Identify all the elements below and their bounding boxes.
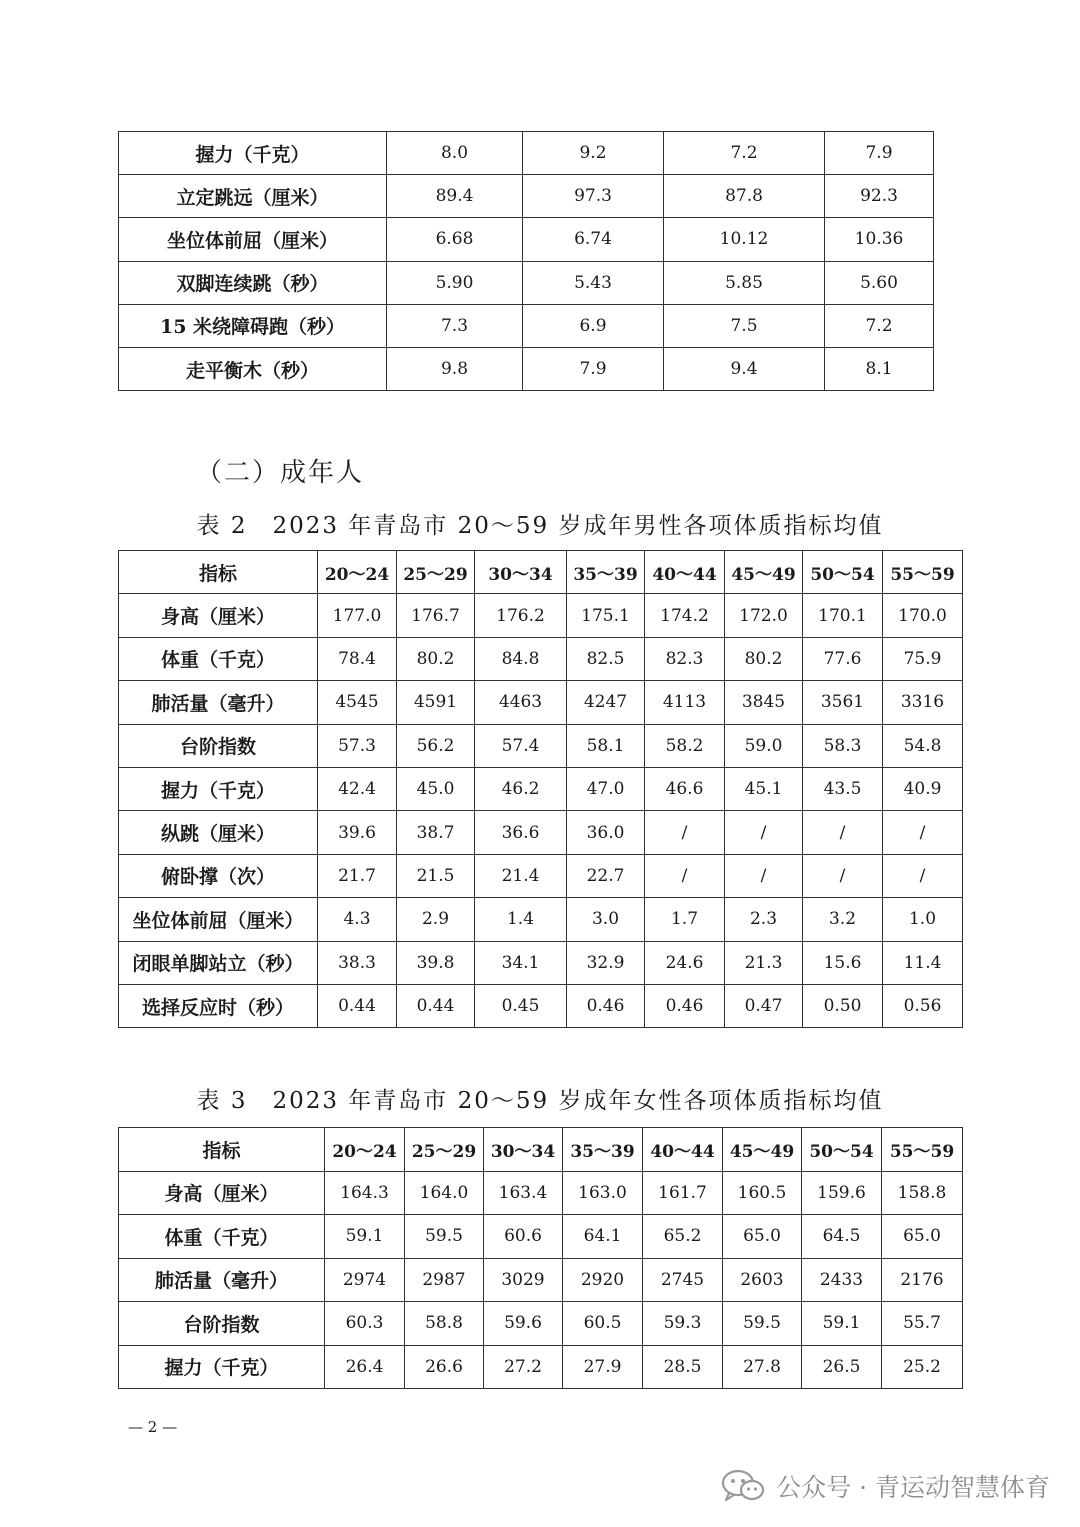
cell-value: 77.6: [803, 637, 883, 680]
cell-value: 6.74: [523, 218, 664, 261]
table-row: [119, 984, 963, 1027]
cell-value: 59.5: [723, 1302, 802, 1346]
cell-value: 27.8: [723, 1345, 802, 1389]
table-row: [119, 175, 934, 218]
cell-value: 0.44: [397, 984, 475, 1027]
cell-value: 2433: [802, 1258, 882, 1302]
cell-value: 161.7: [643, 1171, 723, 1215]
row-label: 肺活量（毫升）: [119, 681, 318, 724]
cell-value: 58.3: [803, 724, 883, 767]
cell-value: /: [883, 854, 963, 897]
row-label: 体重（千克）: [119, 1215, 325, 1259]
row-label: 坐位体前屈（厘米）: [119, 218, 387, 261]
cell-value: 27.9: [563, 1345, 643, 1389]
row-label: 握力（千克）: [119, 767, 318, 810]
header-age-group: 20～24: [318, 551, 397, 594]
cell-value: 8.0: [387, 132, 523, 175]
section-title: （二）成年人: [196, 458, 365, 488]
table3-header: [119, 1128, 963, 1172]
table-row: [119, 854, 963, 897]
header-age-group: 40～44: [645, 551, 725, 594]
table2-body: [119, 594, 963, 1028]
cell-value: 46.6: [645, 767, 725, 810]
cell-value: 47.0: [567, 767, 645, 810]
cell-value: 32.9: [567, 941, 645, 984]
table-row: [119, 1215, 963, 1259]
header-age-group: 45～49: [723, 1128, 802, 1172]
header-age-group: 35～39: [563, 1128, 643, 1172]
table-row: [119, 261, 934, 304]
cell-value: 2176: [882, 1258, 963, 1302]
table-row: [119, 898, 963, 941]
cell-value: 2920: [563, 1258, 643, 1302]
row-label: 身高（厘米）: [119, 594, 318, 637]
cell-value: 172.0: [725, 594, 803, 637]
cell-value: 10.12: [664, 218, 825, 261]
cell-value: 59.3: [643, 1302, 723, 1346]
row-label: 握力（千克）: [119, 1345, 325, 1389]
row-label: 选择反应时（秒）: [119, 984, 318, 1027]
header-age-group: 30～34: [475, 551, 567, 594]
table-row: [119, 941, 963, 984]
cell-value: 164.3: [325, 1171, 405, 1215]
cell-value: 159.6: [802, 1171, 882, 1215]
cell-value: 57.4: [475, 724, 567, 767]
cell-value: 65.0: [723, 1215, 802, 1259]
cell-value: 2745: [643, 1258, 723, 1302]
cell-value: 176.2: [475, 594, 567, 637]
cell-value: 39.8: [397, 941, 475, 984]
cell-value: 82.5: [567, 637, 645, 680]
cell-value: /: [725, 854, 803, 897]
cell-value: 5.90: [387, 261, 523, 304]
header-age-group: 50～54: [802, 1128, 882, 1172]
cell-value: 2987: [405, 1258, 484, 1302]
table-row: [119, 1302, 963, 1346]
row-label: 走平衡木（秒）: [119, 347, 387, 390]
header-age-group: 20～24: [325, 1128, 405, 1172]
row-label: 立定跳远（厘米）: [119, 175, 387, 218]
cell-value: 26.5: [802, 1345, 882, 1389]
wechat-logo-icon: [720, 1468, 766, 1504]
cell-value: 4113: [645, 681, 725, 724]
cell-value: 25.2: [882, 1345, 963, 1389]
cell-value: 6.68: [387, 218, 523, 261]
cell-value: 163.4: [484, 1171, 563, 1215]
cell-value: 11.4: [883, 941, 963, 984]
cell-value: /: [645, 811, 725, 854]
cell-value: 45.1: [725, 767, 803, 810]
cell-value: 36.0: [567, 811, 645, 854]
cell-value: 3.2: [803, 898, 883, 941]
cell-value: 59.5: [405, 1215, 484, 1259]
cell-value: 174.2: [645, 594, 725, 637]
cell-value: /: [803, 811, 883, 854]
cell-value: 8.1: [825, 347, 934, 390]
cell-value: 4591: [397, 681, 475, 724]
row-label: 台阶指数: [119, 1302, 325, 1346]
cell-value: 2603: [723, 1258, 802, 1302]
cell-value: 64.1: [563, 1215, 643, 1259]
cell-value: 164.0: [405, 1171, 484, 1215]
cell-value: 97.3: [523, 175, 664, 218]
cell-value: 21.5: [397, 854, 475, 897]
table-row: [119, 637, 963, 680]
row-label: 纵跳（厘米）: [119, 811, 318, 854]
cell-value: 60.6: [484, 1215, 563, 1259]
header-age-group: 40～44: [643, 1128, 723, 1172]
cell-value: 175.1: [567, 594, 645, 637]
cell-value: 59.1: [325, 1215, 405, 1259]
cell-value: 7.2: [664, 132, 825, 175]
row-label: 15 米绕障碍跑（秒）: [119, 304, 387, 347]
cell-value: 58.2: [645, 724, 725, 767]
cell-value: 3029: [484, 1258, 563, 1302]
table-row: [119, 681, 963, 724]
cell-value: 9.8: [387, 347, 523, 390]
cell-value: 46.2: [475, 767, 567, 810]
header-age-group: 30～34: [484, 1128, 563, 1172]
watermark: [720, 1468, 1050, 1504]
table-row: [119, 347, 934, 390]
cell-value: 4463: [475, 681, 567, 724]
cell-value: 40.9: [883, 767, 963, 810]
cell-value: 176.7: [397, 594, 475, 637]
table-row: [119, 594, 963, 637]
cell-value: 21.3: [725, 941, 803, 984]
table3-female-indicators: [118, 1127, 963, 1389]
cell-value: 0.47: [725, 984, 803, 1027]
cell-value: 0.56: [883, 984, 963, 1027]
cell-value: 27.2: [484, 1345, 563, 1389]
cell-value: 5.43: [523, 261, 664, 304]
cell-value: 21.4: [475, 854, 567, 897]
cell-value: 55.7: [882, 1302, 963, 1346]
cell-value: 5.85: [664, 261, 825, 304]
cell-value: 36.6: [475, 811, 567, 854]
cell-value: 3561: [803, 681, 883, 724]
row-label: 肺活量（毫升）: [119, 1258, 325, 1302]
table-row: [119, 724, 963, 767]
cell-value: 59.0: [725, 724, 803, 767]
row-label: 台阶指数: [119, 724, 318, 767]
page-number: — 2 —: [128, 1418, 178, 1436]
header-indicator: 指标: [119, 551, 318, 594]
table2-male-indicators: [118, 550, 963, 1028]
cell-value: 21.7: [318, 854, 397, 897]
cell-value: 78.4: [318, 637, 397, 680]
row-label: 坐位体前屈（厘米）: [119, 898, 318, 941]
cell-value: 38.7: [397, 811, 475, 854]
table-row: [119, 1171, 963, 1215]
cell-value: 7.9: [825, 132, 934, 175]
cell-value: 5.60: [825, 261, 934, 304]
cell-value: 0.46: [567, 984, 645, 1027]
cell-value: 39.6: [318, 811, 397, 854]
cell-value: 42.4: [318, 767, 397, 810]
cell-value: 80.2: [725, 637, 803, 680]
header-indicator: 指标: [119, 1128, 325, 1172]
cell-value: 1.0: [883, 898, 963, 941]
table-row: [119, 767, 963, 810]
cell-value: 92.3: [825, 175, 934, 218]
cell-value: 59.1: [802, 1302, 882, 1346]
row-label: 双脚连续跳（秒）: [119, 261, 387, 304]
cell-value: 6.9: [523, 304, 664, 347]
table1-children-indicators: [118, 131, 934, 391]
cell-value: 65.2: [643, 1215, 723, 1259]
cell-value: 54.8: [883, 724, 963, 767]
row-label: 身高（厘米）: [119, 1171, 325, 1215]
cell-value: 60.5: [563, 1302, 643, 1346]
cell-value: 80.2: [397, 637, 475, 680]
header-age-group: 55～59: [883, 551, 963, 594]
header-age-group: 25～29: [405, 1128, 484, 1172]
cell-value: 59.6: [484, 1302, 563, 1346]
header-age-group: 25～29: [397, 551, 475, 594]
table-row: [119, 811, 963, 854]
header-age-group: 45～49: [725, 551, 803, 594]
cell-value: 2.9: [397, 898, 475, 941]
cell-value: 9.4: [664, 347, 825, 390]
cell-value: 10.36: [825, 218, 934, 261]
cell-value: 0.46: [645, 984, 725, 1027]
table-header-row: [119, 551, 963, 594]
cell-value: 43.5: [803, 767, 883, 810]
cell-value: 84.8: [475, 637, 567, 680]
cell-value: 87.8: [664, 175, 825, 218]
cell-value: 64.5: [802, 1215, 882, 1259]
cell-value: /: [803, 854, 883, 897]
cell-value: 170.0: [883, 594, 963, 637]
header-age-group: 50～54: [803, 551, 883, 594]
header-age-group: 55～59: [882, 1128, 963, 1172]
table1-body: [119, 132, 934, 391]
cell-value: 2.3: [725, 898, 803, 941]
cell-value: 28.5: [643, 1345, 723, 1389]
cell-value: 26.4: [325, 1345, 405, 1389]
table2-header: [119, 551, 963, 594]
cell-value: 7.3: [387, 304, 523, 347]
table-row: [119, 1345, 963, 1389]
table-row: [119, 304, 934, 347]
cell-value: 163.0: [563, 1171, 643, 1215]
cell-value: /: [645, 854, 725, 897]
cell-value: 0.50: [803, 984, 883, 1027]
table-row: [119, 132, 934, 175]
table-row: [119, 1258, 963, 1302]
cell-value: 65.0: [882, 1215, 963, 1259]
row-label: 握力（千克）: [119, 132, 387, 175]
cell-value: 170.1: [803, 594, 883, 637]
cell-value: 1.4: [475, 898, 567, 941]
table-row: [119, 218, 934, 261]
row-label: 体重（千克）: [119, 637, 318, 680]
cell-value: 3845: [725, 681, 803, 724]
row-label: 闭眼单脚站立（秒）: [119, 941, 318, 984]
cell-value: 34.1: [475, 941, 567, 984]
cell-value: 2974: [325, 1258, 405, 1302]
table3-caption: 表 3 2023 年青岛市 20～59 岁成年女性各项体质指标均值: [196, 1088, 884, 1114]
cell-value: 4.3: [318, 898, 397, 941]
cell-value: 26.6: [405, 1345, 484, 1389]
row-label: 俯卧撑（次）: [119, 854, 318, 897]
cell-value: 4545: [318, 681, 397, 724]
cell-value: 7.2: [825, 304, 934, 347]
cell-value: 58.8: [405, 1302, 484, 1346]
cell-value: 3.0: [567, 898, 645, 941]
cell-value: 58.1: [567, 724, 645, 767]
watermark-text: 公众号 · 青运动智慧体育: [776, 1473, 1050, 1502]
cell-value: 45.0: [397, 767, 475, 810]
cell-value: 3316: [883, 681, 963, 724]
cell-value: 158.8: [882, 1171, 963, 1215]
cell-value: 7.5: [664, 304, 825, 347]
table2-caption: 表 2 2023 年青岛市 20～59 岁成年男性各项体质指标均值: [196, 513, 884, 539]
cell-value: /: [725, 811, 803, 854]
cell-value: 22.7: [567, 854, 645, 897]
cell-value: 57.3: [318, 724, 397, 767]
cell-value: 75.9: [883, 637, 963, 680]
cell-value: /: [883, 811, 963, 854]
cell-value: 4247: [567, 681, 645, 724]
cell-value: 1.7: [645, 898, 725, 941]
cell-value: 60.3: [325, 1302, 405, 1346]
cell-value: 0.44: [318, 984, 397, 1027]
cell-value: 177.0: [318, 594, 397, 637]
cell-value: 38.3: [318, 941, 397, 984]
cell-value: 0.45: [475, 984, 567, 1027]
cell-value: 15.6: [803, 941, 883, 984]
cell-value: 89.4: [387, 175, 523, 218]
cell-value: 9.2: [523, 132, 664, 175]
cell-value: 82.3: [645, 637, 725, 680]
cell-value: 24.6: [645, 941, 725, 984]
cell-value: 7.9: [523, 347, 664, 390]
cell-value: 56.2: [397, 724, 475, 767]
header-age-group: 35～39: [567, 551, 645, 594]
table-header-row: [119, 1128, 963, 1172]
cell-value: 160.5: [723, 1171, 802, 1215]
table3-body: [119, 1171, 963, 1389]
